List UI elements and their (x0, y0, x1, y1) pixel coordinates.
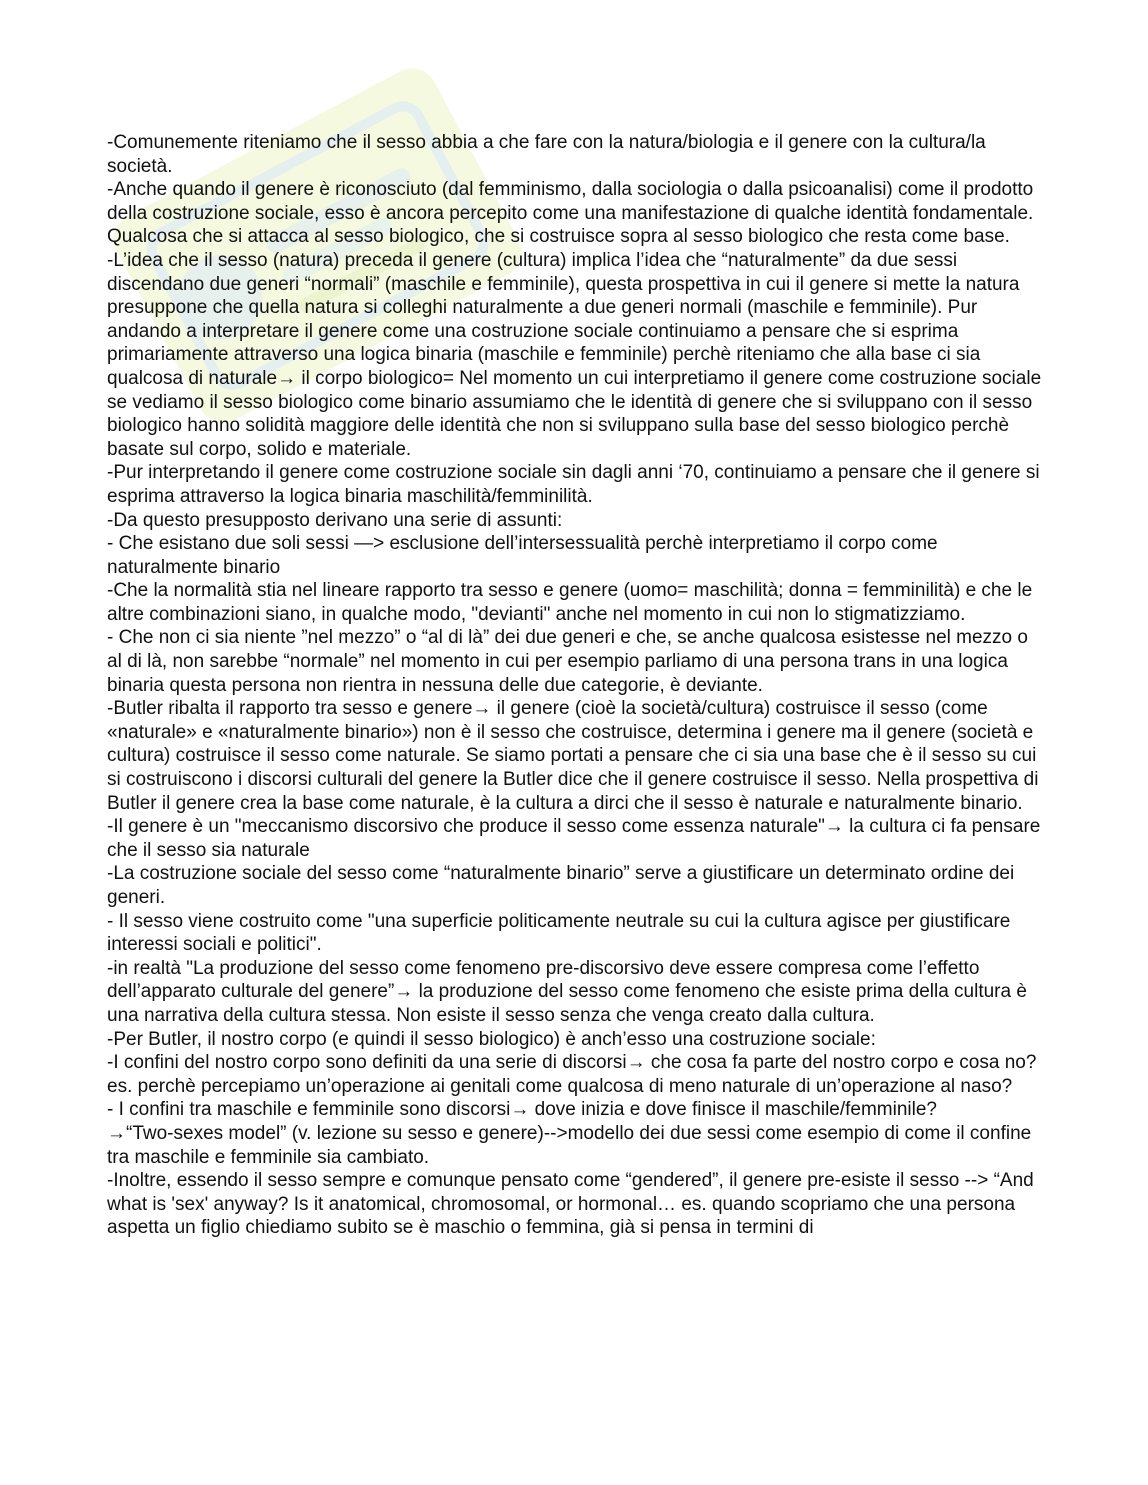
paragraph-17: →“Two-sexes model” (v. lezione su sesso e genere)-->modello dei due sessi come esempio di come il confine tra maschile e femminile sia cambiato. (107, 1122, 1032, 1168)
paragraph-12: - Il sesso viene costruito come "una superficie politicamente neutrale su cui la cultura agisce per giustificare interessi sociali e politici". (107, 910, 1011, 956)
paragraph-8: - Che non ci sia niente ”nel mezzo” o “al di là” dei due generi e che, se anche qualcosa esistesse nel mezzo o al di là, non sarebbe “normale” nel momento in cui per esempio parliamo di una persona trans in una logica binaria questa persona non rientra in nessuna delle due categorie, è deviante. (107, 627, 1028, 696)
paragraph-5: -Da questo presupposto derivano una serie di assunti: (107, 509, 563, 531)
document-body (107, 131, 1047, 1240)
paragraph-15: -I confini del nostro corpo sono definiti da una serie di discorsi→ che cosa fa parte del nostro corpo e cosa no? es. perchè percepiamo un’operazione ai genitali come qualcosa di meno naturale di un’operazione al naso? (107, 1052, 1037, 1097)
paragraph-7: -Che la normalità stia nel lineare rapporto tra sesso e genere (uomo= maschilità; donna = femminilità) e che le altre combinazioni siano, in qualche modo, "devianti" anche nel momento in cui non lo stigmatizziamo. (107, 580, 1033, 625)
paragraph-10: -Il genere è un "meccanismo discorsivo che produce il sesso come essenza naturale"→ la cultura ci fa pensare che il sesso sia naturale (107, 816, 1041, 861)
paragraph-2: -Anche quando il genere è riconosciuto (dal femminismo, dalla sociologia o dalla psicoanalisi) come il prodotto della costruzione sociale, esso è ancora percepito come una manifestazione di qualche identità fondamentale. Qualcosa che si attacca al sesso biologico, che si costruisce sopra al sesso biologico che resta come base. (107, 179, 1034, 248)
paragraph-16: - I confini tra maschile e femminile sono discorsi→ dove inizia e dove finisce il maschile/femminile? (107, 1099, 937, 1121)
paragraph-14: -Per Butler, il nostro corpo (e quindi il sesso biologico) è anch’esso una costruzione sociale: (107, 1028, 876, 1050)
paragraph-9: -Butler ribalta il rapporto tra sesso e genere→ il genere (cioè la società/cultura) costruisce il sesso (come «naturale» e «naturalmente binario») non è il sesso che costruisce, determina i genere ma il genere (società e cultura) costruisce il sesso come naturale. Se siamo portati a pensare che ci sia una base che è il sesso su cui si costruiscono i discorsi culturali del genere la Butler dice che il genere costruisce il sesso. Nella prospettiva di Butler il genere crea la base come naturale, è la cultura a dirci che il sesso è naturale e naturalmente binario. (107, 698, 1039, 814)
paragraph-18: -Inoltre, essendo il sesso sempre e comunque pensato come “gendered”, il genere pre-esiste il sesso --> “And what is 'sex' anyway? Is it anatomical, chromosomal, or hormonal… es. quando scopriamo che una persona aspetta un figlio chiediamo subito se è maschio o femmina, già si pensa in termini di (107, 1170, 1034, 1239)
paragraph-3: -L’idea che il sesso (natura) preceda il genere (cultura) implica l’idea che “naturalmente” da due sessi discendano due generi “normali” (maschile e femminile), questa prospettiva in cui il genere si mette la natura presuppone che quella natura si colleghi naturalmente a due generi normali (maschile e femminile). Pur andando a interpretare il genere come una costruzione sociale continuiamo a pensare che si esprima primariamente attraverso una logica binaria (maschile e femminile) perchè riteniamo che alla base ci sia qualcosa di naturale→ il corpo biologico= Nel momento un cui interpretiamo il genere come costruzione sociale se vediamo il sesso biologico come binario assumiamo che le identità di genere che si sviluppano con il sesso biologico hanno solidità maggiore delle identità che non si sviluppano sulla base del sesso biologico perchè basate sul corpo, solido e materiale. (107, 249, 1042, 460)
paragraph-11: -La costruzione sociale del sesso come “naturalmente binario” serve a giustificare un determinato ordine dei generi. (107, 863, 1015, 908)
paragraph-6: - Che esistano due soli sessi —> esclusione dell’intersessualità perchè interpretiamo il corpo come naturalmente binario (107, 533, 938, 578)
paragraph-13: -in realtà "La produzione del sesso come fenomeno pre-discorsivo deve essere compresa come l’effetto dell’apparato culturale del genere”→ la produzione del sesso come fenomeno che esiste prima della cultura è una narrativa della cultura stessa. Non esiste il sesso senza che venga creato dalla cultura. (107, 957, 1027, 1026)
paragraph-4: -Pur interpretando il genere come costruzione sociale sin dagli anni ‘70, continuiamo a pensare che il genere si esprima attraverso la logica binaria maschilità/femminilità. (107, 462, 1040, 507)
paragraph-1: -Comunemente riteniamo che il sesso abbia a che fare con la natura/biologia e il genere con la cultura/la società. (107, 132, 986, 177)
